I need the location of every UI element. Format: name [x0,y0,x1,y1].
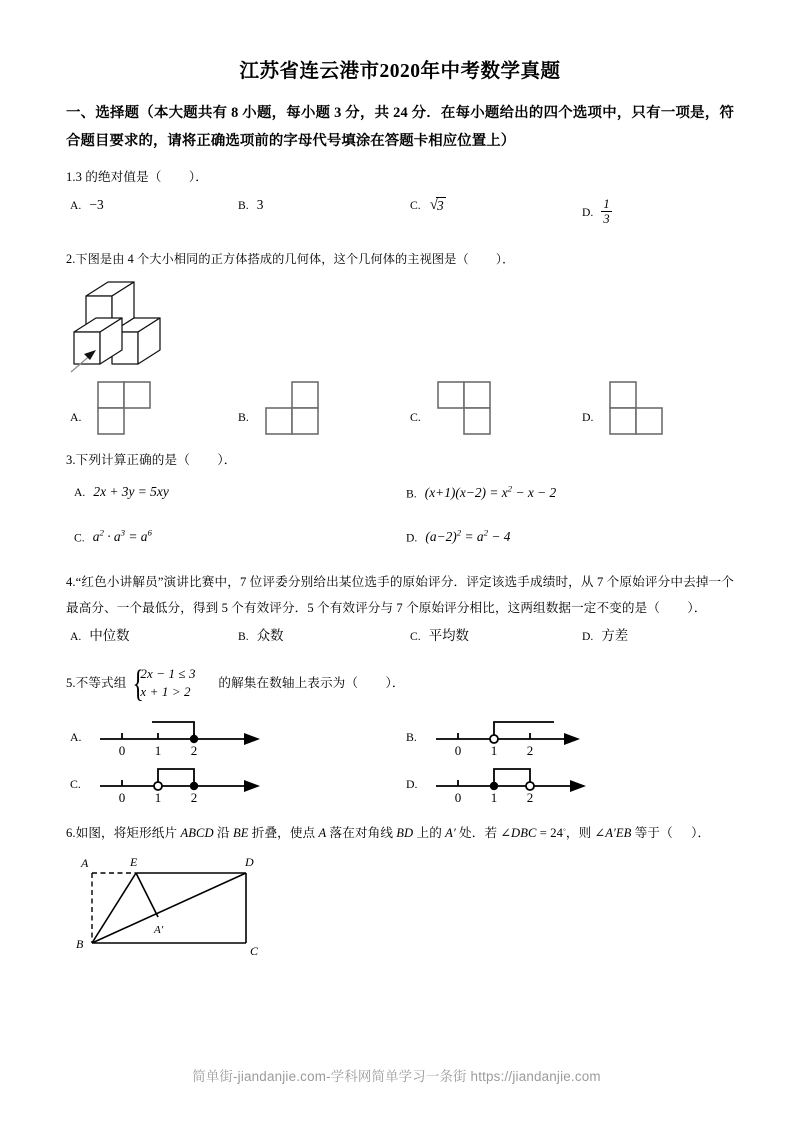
option-tag: C. [410,198,421,212]
closed-endpoint [490,782,498,790]
question-5-answer-blank [358,676,385,690]
question-4 [66,570,734,656]
vertex-label-C: C [250,944,259,959]
question-3-answer-blank [190,453,217,467]
svg-text:1: 1 [490,743,498,758]
question-6 [66,821,734,964]
question-1-stem-tail: ）． [188,170,208,185]
svg-text:2: 2 [526,790,534,805]
option-value: 2x + 3y = 5xy [93,483,169,499]
document-content [66,55,734,964]
svg-text:2: 2 [190,743,198,758]
option-value [429,197,446,212]
question-1-answer-blank [161,170,188,184]
question-3-stem-tail: ）． [217,452,237,467]
question-1-stem-text: 1.3 的绝对值是（ [66,170,162,185]
page-title: 江苏省连云港市2020年中考数学真题 [239,61,561,82]
option-value: $(a-2)^2 = a^2 - 4$ [425,527,511,545]
arrow-head [244,733,260,745]
question-4-answer-blank [660,601,687,615]
question-6-answer-blank [673,826,691,840]
question-4-option-a[interactable] [70,625,130,644]
option-value: 中位数 [89,628,130,644]
svg-text:0: 0 [454,790,462,805]
front-view-shape-icon [434,378,510,438]
option-tag: D. [406,531,418,545]
option-tag: A. [70,630,82,644]
question-3-options-row-2 [66,528,734,558]
section-heading: 一、选择题（本大题共有 8 小题，每小题 3 分，共 24 分．在每小题给出的四个选项中，只有一项是，符合题目要求的，请将正确选项前的字母代号填涂在答题卡相应位置上） [66,105,734,150]
option-value: $a^2 \cdot a^3 = a^6$ [92,527,152,545]
front-view-shape-icon [262,378,338,438]
vertex-label-A-prime: A′ [154,924,164,937]
vertex-label-A: A [81,856,89,871]
open-endpoint [154,782,162,790]
question-5-options-row-2 [66,762,734,807]
question-2-figure [66,274,734,374]
option-tag: D. [406,777,418,792]
question-3-option-b[interactable] [406,484,556,501]
option-value: 方差 [601,628,629,644]
question-2-options [66,378,734,440]
vertex-label-E: E [130,855,138,870]
svg-text:0: 0 [118,790,126,805]
option-tag: B. [238,630,249,644]
question-2 [66,247,734,440]
option-tag: C. [74,531,85,545]
arrow-head [570,780,586,792]
question-6-stem: 6.如图，将矩形纸片 ABCD 沿 BE 折叠，使点 A 落在对角线 BD 上的 A′ 处．若 ∠DBC = 24◦，则 ∠A′EB 等于（ ）． [66,825,711,841]
option-tag: C. [410,409,421,424]
vertex-label-B: B [76,937,84,952]
question-5 [66,665,734,807]
svg-text:0: 0 [454,743,462,758]
option-value: $(x+1)(x-2) = x^2 - x - 2$ [424,483,557,501]
question-1-option-d[interactable] [582,197,612,226]
svg-text:1: 1 [154,743,162,758]
svg-text:2: 2 [526,743,534,758]
open-endpoint [526,782,534,790]
svg-text:2: 2 [190,790,198,805]
fraction: $\frac{1}{3}$ [603,196,610,226]
inequality-system [129,663,215,706]
question-2-stem-text: 2.下图是由 4 个大小相同的正方体搭成的几何体，这个几何体的主视图是（ [66,251,469,266]
question-1-option-c[interactable] [410,197,446,214]
question-3-stem-text: 3.下列计算正确的是（ [66,452,190,467]
option-tag: A. [70,198,82,212]
question-5-stem-prefix: 5.不等式组 [66,676,127,691]
svg-text:1: 1 [490,790,498,805]
option-value: −3 [89,196,104,212]
question-5-stem [66,663,734,706]
front-view-shape-icon [606,378,682,438]
option-tag: D. [582,409,594,424]
option-tag: A. [70,409,82,424]
left-brace-icon: { [132,663,145,706]
question-2-answer-blank [469,252,496,266]
question-5-stem-tail: ）． [385,676,405,691]
number-line-icon [92,715,272,757]
option-value [601,196,611,226]
question-5-options-row-1 [66,715,734,760]
option-tag: C. [70,777,81,792]
question-4-option-c[interactable] [410,625,469,644]
svg-text:1: 1 [154,790,162,805]
inequality-row-2: x + 1 > 2 [140,683,191,699]
option-tag: C. [410,630,421,644]
number-line-icon [428,715,608,757]
arrow-head [244,780,260,792]
question-1-option-b[interactable] [238,197,263,213]
question-1-stem [66,165,734,191]
number-line-icon [92,762,272,804]
option-value: 平均数 [428,628,469,644]
svg-text:0: 0 [118,743,126,758]
arrow-head [564,733,580,745]
question-2-stem [66,247,734,272]
option-tag: B. [406,487,417,501]
number-line-icon [428,762,608,804]
question-3-option-c[interactable] [74,528,152,545]
question-4-option-d[interactable] [582,625,628,644]
question-2-stem-tail: ）． [495,251,515,266]
open-endpoint [490,735,498,743]
option-tag: B. [238,409,249,424]
closed-endpoint [190,782,198,790]
four-cubes-isometric-icon [66,274,226,374]
option-tag: B. [406,730,417,745]
question-3 [66,448,734,558]
option-value: 3 [256,196,264,212]
option-tag: A. [70,730,82,745]
question-1-option-a[interactable] [70,197,104,213]
closed-endpoint [190,735,198,743]
option-tag: B. [238,198,249,212]
question-4-stem-text: 4.“红色小讲解员”演讲比赛中，7 位评委分别给出某位选手的原始评分．评定该选手成绩时，从 7 个原始评分中去掉一个最高分、一个最低分，得到 5 个有效评分．5 个有效评分与 7 个原始评分相比，这两组数据一定不变的是（ [66,574,734,615]
question-1 [66,165,734,237]
question-3-option-a[interactable] [74,484,169,500]
vertex-label-D: D [245,855,254,870]
option-tag: D. [582,206,594,220]
folded-rectangle-icon [66,849,316,964]
sqrt-icon: √3 [429,196,444,213]
question-3-options-row-1 [66,484,734,514]
question-4-stem [66,570,734,622]
question-5-stem-suffix: 的解集在数轴上表示为（ [218,676,359,691]
question-1-options [66,197,734,237]
option-tag: D. [582,630,594,644]
inequality-row-1: 2x − 1 ≤ 3 [140,666,196,682]
question-4-option-b[interactable] [238,625,284,644]
question-6-figure [66,849,734,964]
question-4-options [66,625,734,655]
question-3-stem [66,448,734,474]
question-3-option-d[interactable] [406,528,510,545]
question-4-stem-tail: ）． [687,600,707,615]
option-tag: A. [74,485,86,499]
front-view-shape-icon [94,378,170,438]
page-footer: 简单街-jiandanjie.com-学科网简单学习一条街 https://jiandanjie.com [192,1069,601,1084]
option-value: 众数 [256,628,284,644]
